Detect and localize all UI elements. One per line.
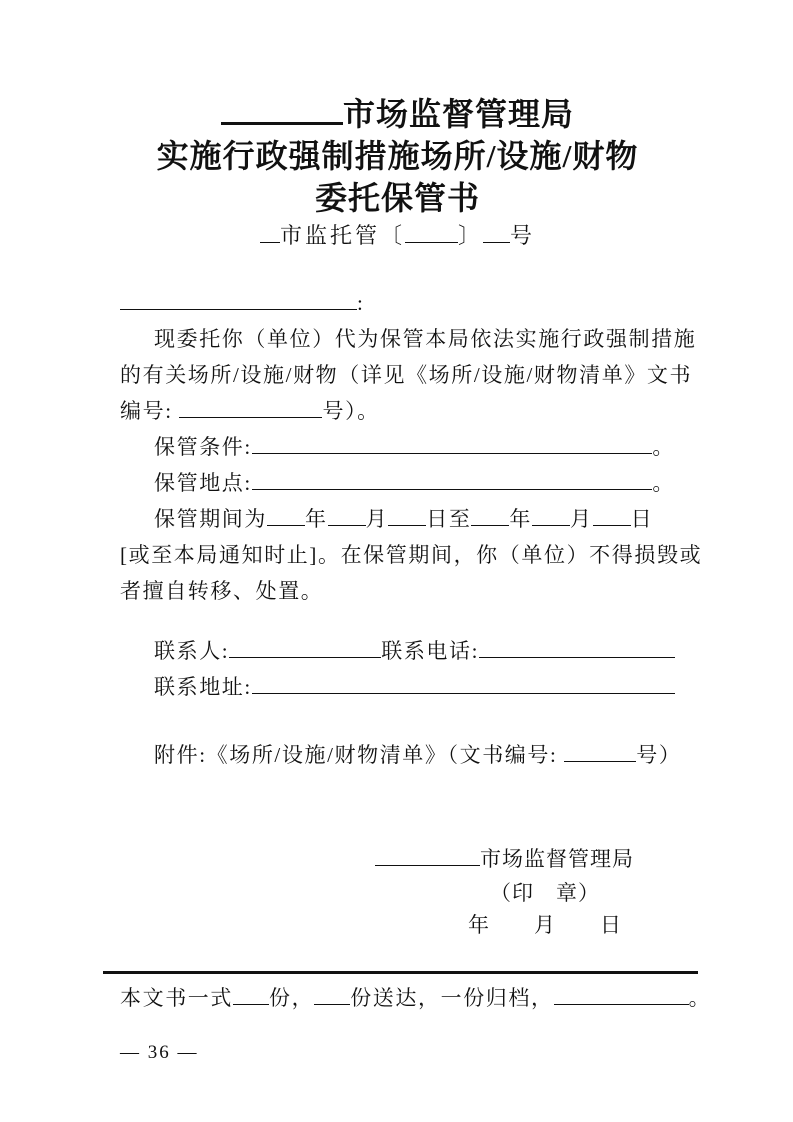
doc-number-prefix-blank [260,220,280,243]
contact-person-blank [229,636,381,658]
distribution-prefix: 本文书一式 [120,986,233,1010]
attachment-line [120,737,682,773]
end-year-blank [471,504,509,526]
custody-duration-prefix: 保管期间为 [154,507,267,531]
copies-delivered-blank [314,983,350,1005]
addressee-blank [120,288,357,310]
para1-line1: 现委托你（单位）代为保管本局依法实施行政强制措施 [154,327,697,351]
doc-number-close-bracket: 〕 [458,223,484,248]
authority-name-text: 市场监督管理局 [342,96,574,132]
doc-ref-label: 编号: [120,399,180,423]
contact-address-label: 联系地址: [154,675,252,699]
custody-location-line [120,465,675,501]
custody-duration-line [120,501,675,537]
start-day-to-label: 日至 [426,507,472,531]
start-month-blank [328,504,366,526]
para1-line2: 的有关场所/设施/财物（详见《场所/设施/财物清单》文书 [120,363,693,387]
custody-location-period: 。 [652,471,675,495]
start-year-label: 年 [305,507,328,531]
start-day-blank [388,504,426,526]
title-line-doc-type: 委托保管书 [314,180,480,216]
title-line-authority [120,90,675,135]
end-day-label: 日 [630,507,654,531]
doc-number-open-bracket: 〔 [379,223,405,248]
custody-location-blank [252,468,653,490]
end-month-label: 月 [570,507,593,531]
signature-authority-text: 市场监督管理局 [480,847,634,871]
doc-number-year-blank [405,220,458,243]
doc-number-name: 市监托管 [279,223,380,248]
custody-condition-line [120,429,675,465]
contact-phone-label: 联系电话: [381,639,480,663]
distribution-middle: 份送达，一份归档， [350,986,554,1010]
contact-person-label: 联系人: [154,639,230,663]
doc-number-line [120,219,675,253]
attachment-prefix: 附件:《场所/设施/财物清单》（文书编号: [154,743,565,767]
copies-label: 份， [269,986,315,1010]
page-number: — 36 — [120,1042,199,1063]
authority-name-blank [221,90,343,125]
custody-condition-period: 。 [652,435,675,459]
attachment-suffix: 号） [636,743,682,767]
contact-phone-blank [479,636,675,658]
custody-location-label: 保管地点: [154,471,252,495]
custody-condition-label: 保管条件: [154,435,252,459]
start-year-blank [267,504,305,526]
para1-line3 [120,393,675,429]
doc-ref-suffix: 号）。 [322,399,380,423]
signature-authority-blank [375,844,480,866]
contact-address-blank [252,672,675,694]
doc-number-serial-blank [483,220,510,243]
doc-ref-blank [179,396,322,418]
copies-total-blank [233,983,269,1005]
signature-block [120,841,675,941]
start-month-label: 月 [365,507,389,531]
custody-duration-line3: 者擅自转移、处置。 [120,579,324,603]
custody-duration-line2: [或至本局通知时止]。在保管期间，你（单位）不得损毁或 [120,543,703,567]
distribution-note-line [0,974,793,1016]
addressee-line [120,285,675,321]
doc-number-suffix: 号 [510,223,536,248]
end-month-blank [532,504,570,526]
signature-date-line: 年 月 日 [468,913,622,937]
distribution-period: 。 [688,986,712,1010]
addressee-colon: : [357,291,365,315]
attachment-doc-no-blank [564,740,636,762]
custody-condition-blank [252,432,653,454]
contact-person-line [120,633,675,669]
signature-authority-line [375,841,675,877]
end-day-blank [593,504,631,526]
contact-address-line [120,669,675,705]
distribution-other-blank [554,983,689,1005]
title-line-measures: 实施行政强制措施场所/设施/财物 [156,138,639,174]
signature-seal-line: （印 章） [490,881,600,905]
end-year-label: 年 [509,507,533,531]
